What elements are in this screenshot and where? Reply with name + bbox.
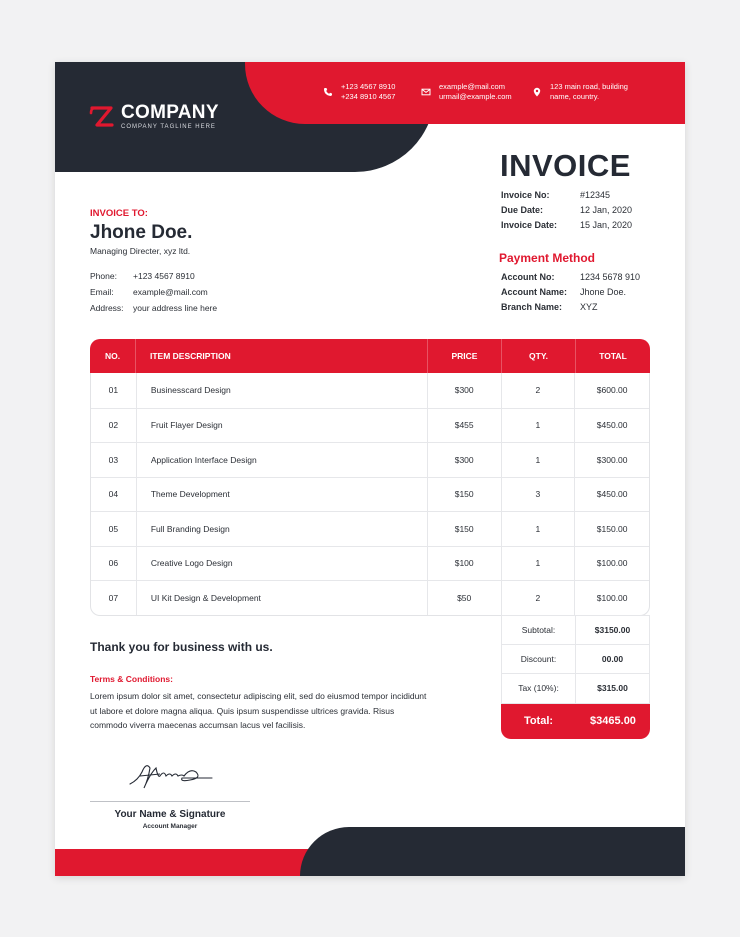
terms-text: Lorem ipsum dolor sit amet, consectetur adipiscing elit, sed do eiusmod tempor incididunt ut labore et dolore magna aliqua. Quis ipsum suspendisse ultrices gravida. Risus commodo viverra maecenas accumsan lacus vel facilisis.: [90, 691, 427, 730]
client-address-value: your address line here: [133, 303, 218, 313]
table-body: [90, 373, 650, 616]
signature-block: [90, 754, 250, 830]
payment-method: [501, 269, 640, 314]
table-row: [91, 442, 649, 477]
cell-no: 04: [108, 489, 119, 500]
client-address-label: Address:: [90, 303, 124, 313]
mail-icon: [421, 87, 431, 97]
table-row: [91, 408, 649, 443]
cell-description: Theme Development: [136, 478, 427, 512]
location-pin-icon: [532, 87, 542, 97]
header-phone: [323, 82, 395, 102]
account-name-label: Account Name:: [501, 286, 568, 297]
invoice-date-value: 15 Jan, 2020: [580, 219, 633, 230]
client-email-label: Email:: [90, 287, 114, 297]
account-name-value: Jhone Doe.: [580, 286, 627, 297]
tax-value: $315.00: [597, 683, 628, 694]
items-table: [90, 339, 650, 616]
signature-line: [90, 801, 250, 802]
due-date-value: 12 Jan, 2020: [580, 204, 633, 215]
company-name: COMPANY: [121, 102, 219, 123]
signature-role: Account Manager: [142, 823, 198, 830]
cell-total: $450.00: [574, 409, 649, 443]
invoice-no-label: Invoice No:: [501, 189, 550, 200]
cell-description: Fruit Flayer Design: [136, 409, 427, 443]
subtotal-label: Subtotal:: [502, 616, 576, 644]
cell-description: UI Kit Design & Development: [136, 581, 427, 615]
cell-no: 03: [108, 454, 119, 465]
cell-qty: 2: [501, 373, 575, 408]
terms-title: Terms & Conditions:: [90, 674, 173, 684]
header-no: NO.: [104, 351, 121, 361]
invoice-page: [55, 62, 685, 876]
table-row: [91, 580, 649, 615]
total-row: [501, 704, 650, 739]
payment-method-title: Payment Method: [499, 251, 596, 265]
cell-qty: 1: [501, 443, 575, 477]
cell-total: $100.00: [574, 581, 649, 615]
discount-label: Discount:: [502, 645, 576, 674]
table-row: [91, 477, 649, 512]
cell-no: 06: [108, 558, 119, 569]
phone-icon: [323, 87, 333, 97]
cell-qty: 1: [501, 409, 575, 443]
company-tagline: COMPANY TAGLINE HERE: [121, 124, 216, 130]
tax-row: [501, 674, 650, 704]
client-email-value: example@mail.com: [133, 287, 208, 297]
due-date-label: Due Date:: [501, 204, 544, 215]
tax-label: Tax (10%):: [502, 674, 576, 703]
table-row: [91, 373, 649, 408]
cell-qty: 3: [501, 478, 575, 512]
cell-price: $150: [427, 512, 501, 546]
address-line-2: name, country.: [550, 92, 600, 101]
account-no-label: Account No:: [501, 271, 555, 282]
invoice-to-label: INVOICE TO:: [90, 208, 148, 219]
signature-name: Your Name & Signature: [114, 809, 226, 820]
branch-name-label: Branch Name:: [501, 301, 563, 312]
cell-description: Application Interface Design: [136, 443, 427, 477]
header-total: TOTAL: [575, 339, 650, 373]
cell-no: 02: [108, 420, 119, 431]
cell-no: 01: [108, 385, 119, 396]
cell-total: $450.00: [574, 478, 649, 512]
cell-no: 07: [108, 592, 119, 603]
company-logo: [89, 104, 219, 130]
cell-total: $300.00: [574, 443, 649, 477]
header-description: ITEM DESCRIPTION: [135, 339, 427, 373]
cell-description: Full Branding Design: [136, 512, 427, 546]
client-info: [90, 268, 217, 316]
cell-price: $300: [427, 443, 501, 477]
cell-price: $100: [427, 547, 501, 581]
cell-description: Creative Logo Design: [136, 547, 427, 581]
cell-description: Businesscard Design: [136, 373, 427, 408]
table-row: [91, 546, 649, 581]
client-phone-label: Phone:: [90, 271, 117, 281]
subtotal-value: $3150.00: [594, 624, 631, 635]
header-price: PRICE: [427, 339, 501, 373]
branch-name-value: XYZ: [580, 301, 598, 312]
z-logo-icon: [89, 104, 115, 130]
signature-image: [120, 754, 220, 794]
cell-total: $100.00: [574, 547, 649, 581]
cell-total: $150.00: [574, 512, 649, 546]
cell-price: $300: [427, 373, 501, 408]
client-role: Managing Directer, xyz ltd.: [90, 246, 191, 256]
account-no-value: 1234 5678 910: [580, 271, 641, 282]
footer-dark-shape: [300, 827, 685, 876]
cell-no: 05: [108, 523, 119, 534]
total-value: $3465.00: [590, 715, 636, 727]
invoice-meta: [501, 187, 632, 232]
total-label: Total:: [523, 715, 554, 727]
table-header: [90, 339, 650, 373]
header-address: [532, 82, 628, 102]
cell-qty: 2: [501, 581, 575, 615]
totals-block: [501, 615, 650, 739]
cell-price: $150: [427, 478, 501, 512]
invoice-title: INVOICE: [500, 148, 631, 183]
thanks-message: Thank you for business with us.: [90, 640, 273, 654]
cell-price: $455: [427, 409, 501, 443]
header-qty: QTY.: [501, 339, 575, 373]
invoice-no-value: #12345: [580, 189, 611, 200]
invoice-date-label: Invoice Date:: [501, 219, 558, 230]
discount-value: 00.00: [601, 653, 624, 664]
email-line-2: urmail@example.com: [439, 92, 512, 101]
address-line-1: 123 main road, building: [550, 82, 628, 91]
cell-qty: 1: [501, 547, 575, 581]
cell-total: $600.00: [574, 373, 649, 408]
client-phone-value: +123 4567 8910: [133, 271, 195, 281]
cell-price: $50: [427, 581, 501, 615]
table-row: [91, 511, 649, 546]
subtotal-row: [501, 615, 650, 645]
phone-line-2: +234 8910 4567: [341, 92, 396, 101]
email-line-1: example@mail.com: [439, 82, 505, 91]
cell-qty: 1: [501, 512, 575, 546]
discount-row: [501, 645, 650, 675]
phone-line-1: +123 4567 8910: [341, 82, 396, 91]
client-name: Jhone Doe.: [90, 222, 193, 243]
header-email: [421, 82, 512, 102]
